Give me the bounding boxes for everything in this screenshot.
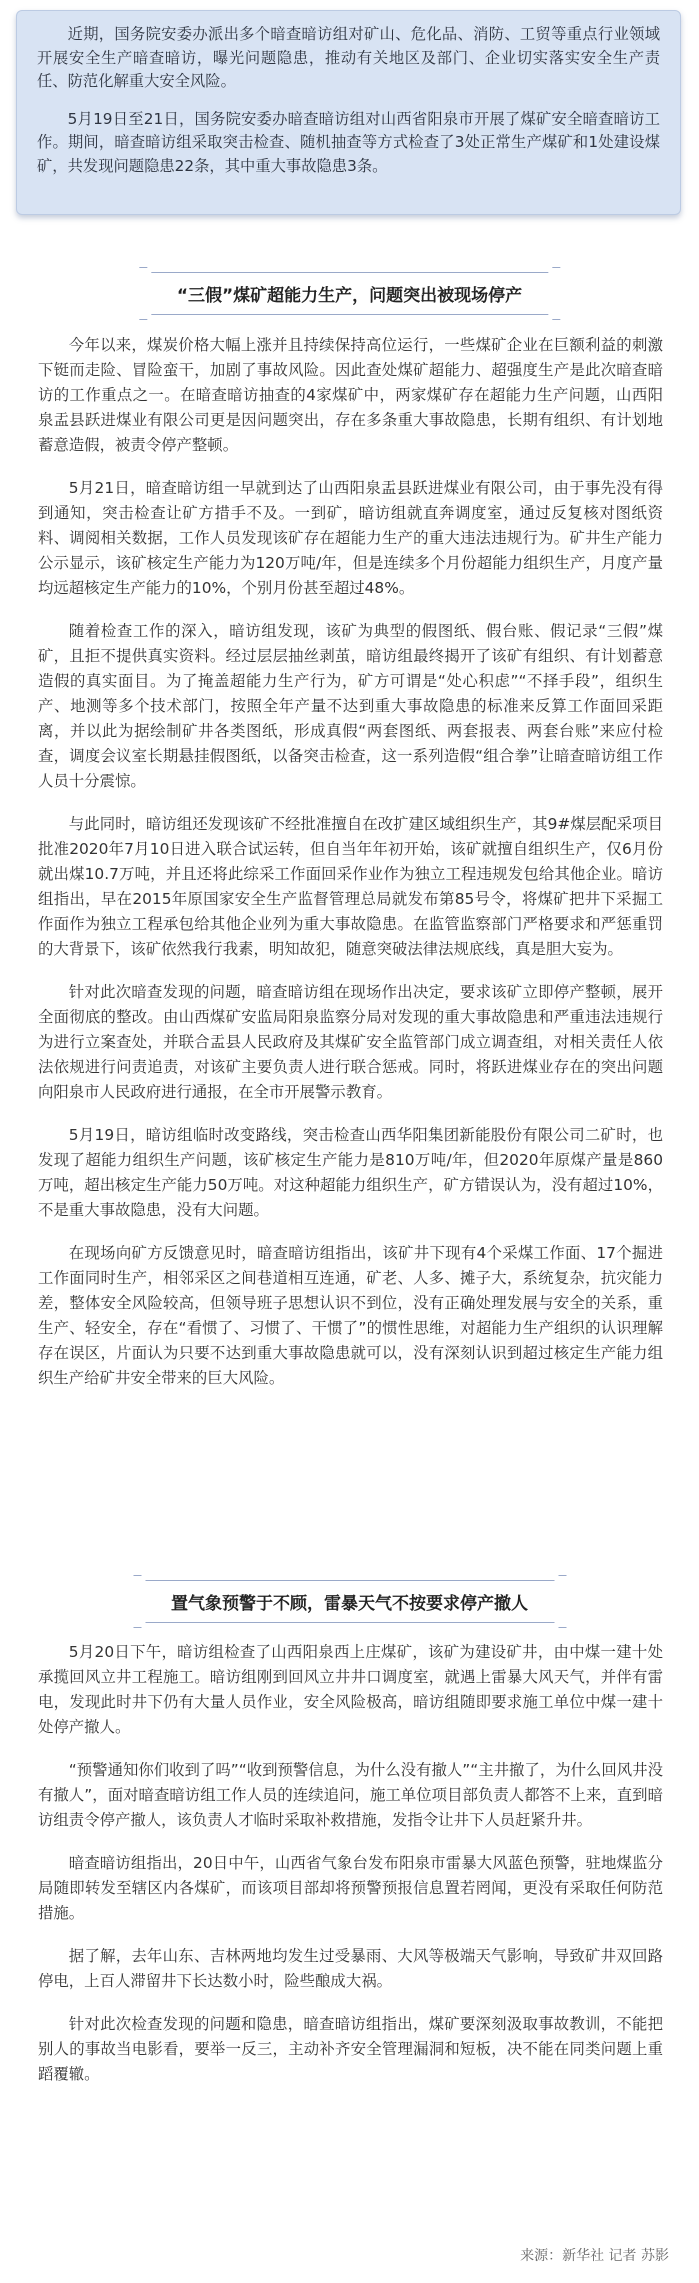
body-paragraph: 在现场向矿方反馈意见时，暗查暗访组指出，该矿井下现有4个采煤工作面、17个掘进工作面同时生产，相邻采区之间巷道相互连通，矿老、人多、摊子大，系统复杂，抗灾能力差，整体安全风险较高，但领导班子思想认识不到位，没有正确处理发展与安全的关系，重生产、轻安全，存在“看惯了、习惯了、干惯了”的惯性思维，对超能力生产组织的认识理解存在误区，片面认为只要不达到重大事故隐患就可以，没有深刻认识到超过核定生产能力组织生产给矿井安全带来的巨大风险。 bbox=[38, 1244, 663, 1387]
source-credit: 来源：新华社 记者 苏影 bbox=[520, 2248, 669, 2264]
body-paragraph: 5月21日，暗查暗访组一早就到达了山西阳泉盂县跃进煤业有限公司，由于事先没有得到通知，突击检查让矿方措手不及。一到矿，暗访组就直奔调度室，通过反复核对图纸资料、调阅相关数据，工作人员发现该矿存在超能力生产的重大违法违规行为。矿井生产能力公示显示，该矿核定生产能力为120万吨/年，但是连续多个月份超能力组织生产，月度产量均远超核定生产能力的10%，个别月份甚至超过48%。 bbox=[38, 479, 663, 597]
intro-summary-box bbox=[16, 10, 681, 215]
section-body-weather-warning bbox=[38, 1640, 663, 2105]
body-paragraph: 5月20日下午，暗访组检查了山西阳泉西上庄煤矿，该矿为建设矿井，由中煤一建十处承揽回风立井工程施工。暗访组刚到回风立井井口调度室，就遇上雷暴大风天气，并伴有雷电，发现此时井下仍有大量人员作业，安全风险极高，暗访组随即要求施工单位中煤一建十处停产撤人。 bbox=[38, 1643, 663, 1736]
intro-paragraph: 5月19日至21日，国务院安委办暗查暗访组对山西省阳泉市开展了煤矿安全暗查暗访工作。期间，暗查暗访组采取突击检查、随机抽查等方式检查了3处正常生产煤矿和1处建设煤矿，共发现问题隐患22条，其中重大事故隐患3条。 bbox=[37, 109, 660, 175]
body-paragraph: 针对此次检查发现的问题和隐患，暗查暗访组指出，煤矿要深刻汲取事故教训，不能把别人的事故当电影看，要举一反三，主动补齐安全管理漏洞和短板，决不能在同类问题上重蹈覆辙。 bbox=[38, 2015, 663, 2083]
body-paragraph: “预警通知你们收到了吗”“收到预警信息，为什么没有撤人”“主井撤了，为什么回风井没有撤人”，面对暗查暗访组工作人员的连续追问，施工单位项目部负责人都答不上来，直到暗访组责令停产撤人，该负责人才临时采取补救措施，发指令让井下人员赶紧升井。 bbox=[38, 1761, 663, 1829]
body-paragraph: 据了解，去年山东、吉林两地均发生过受暴雨、大风等极端天气影响，导致矿井双回路停电，上百人滞留井下长达数小时，险些酿成大祸。 bbox=[38, 1947, 663, 1990]
section-body-overcapacity bbox=[38, 333, 663, 1409]
body-paragraph: 暗查暗访组指出，20日中午，山西省气象台发布阳泉市雷暴大风蓝色预警，驻地煤监分局随即转发至辖区内各煤矿，而该项目部却将预警预报信息置若罔闻，更没有采取任何防范措施。 bbox=[38, 1854, 663, 1922]
body-paragraph: 随着检查工作的深入，暗访组发现，该矿为典型的假图纸、假台账、假记录“三假”煤矿，且拒不提供真实资料。经过层层抽丝剥茧，暗访组最终揭开了该矿有组织、有计划蓄意造假的真实面目。为了掩盖超能力生产行为，矿方可谓是“处心积虑”“不择手段”，组织生产、地测等多个技术部门，按照全年产量不达到重大事故隐患的标准来反算工作面回采距离，并以此为据绘制矿井各类图纸，形成真假“两套图纸、两套报表、两套台账”来应付检查，调度会议室长期悬挂假图纸，以备突击检查，这一系列造假“组合拳”让暗查暗访组工作人员十分震惊。 bbox=[38, 622, 663, 790]
body-paragraph: 针对此次暗查发现的问题，暗查暗访组在现场作出决定，要求该矿立即停产整顿，展开全面彻底的整改。由山西煤矿安监局阳泉监察分局对发现的重大事故隐患和严重违法违规行为进行立案查处，并联合盂县人民政府及其煤矿安全监管部门成立调查组，对相关责任人依法依规进行问责追责，对该矿主要负责人进行联合惩戒。同时，将跃进煤业存在的突出问题向阳泉市人民政府进行通报，在全市开展警示教育。 bbox=[38, 983, 663, 1101]
body-paragraph: 与此同时，暗访组还发现该矿不经批准擅自在改扩建区域组织生产，其9#煤层配采项目批准2020年7月10日进入联合试运转，但自当年年初开始，该矿就擅自组织生产，仅6月份就出煤10.7万吨，并且还将此综采工作面回采作业作为独立工程违规发包给其他企业。暗访组指出，早在2015年原国家安全生产监督管理总局就发布第85号令，将煤矿把井下采掘工作面作为独立工程承包给其他企业列为重大事故隐患。在监管监察部门严格要求和严惩重罚的大背景下，该矿依然我行我素，明知故犯，随意突破法律法规底线，真是胆大妄为。 bbox=[38, 815, 663, 958]
body-paragraph: 5月19日，暗访组临时改变路线，突击检查山西华阳集团新能股份有限公司二矿时，也发现了超能力组织生产问题，该矿核定生产能力是810万吨/年，但2020年原煤产量是860万吨，超出核定生产能力50万吨。对这种超能力组织生产，矿方错误认为，没有超过10%，不是重大事故隐患，没有大问题。 bbox=[38, 1126, 663, 1219]
section-heading-overcapacity: “三假”煤矿超能力生产，问题突出被现场停产 bbox=[151, 272, 548, 315]
section-heading-weather-warning: 置气象预警于不顾，雷暴天气不按要求停产撤人 bbox=[145, 1580, 554, 1623]
intro-paragraph: 近期，国务院安委办派出多个暗查暗访组对矿山、危化品、消防、工贸等重点行业领域开展安全生产暗查暗访，曝光问题隐患，推动有关地区及部门、企业切实落实安全生产责任、防范化解重大安全风险。 bbox=[37, 25, 660, 90]
body-paragraph: 今年以来，煤炭价格大幅上涨并且持续保持高位运行，一些煤矿企业在巨额利益的刺激下铤而走险、冒险蛮干，加剧了事故风险。因此查处煤矿超能力、超强度生产是此次暗查暗访的工作重点之一。在暗查暗访抽查的4家煤矿中，两家煤矿存在超能力生产问题，山西阳泉盂县跃进煤业有限公司更是因问题突出，存在多条重大事故隐患，长期有组织、有计划地蓄意造假，被责令停产整顿。 bbox=[38, 336, 663, 454]
